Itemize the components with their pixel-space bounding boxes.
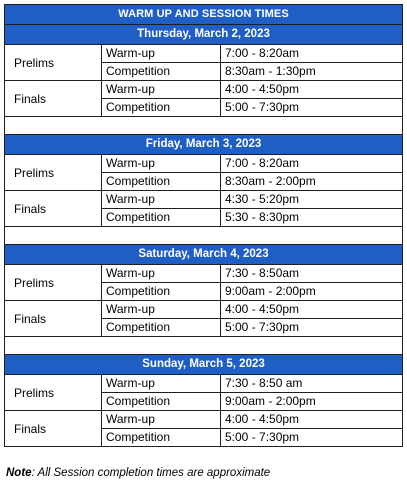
session-row <box>5 155 403 173</box>
session-time: 9:00am - 2:00pm <box>221 283 403 301</box>
session-time: 5:00 - 7:30pm <box>221 99 403 117</box>
session-part: Competition <box>102 429 221 447</box>
session-name: Finals <box>5 411 102 447</box>
session-row <box>5 45 403 63</box>
session-name: Finals <box>5 81 102 117</box>
session-row <box>5 81 403 99</box>
session-part: Warm-up <box>102 375 221 393</box>
session-time: 7:00 - 8:20am <box>221 45 403 63</box>
session-time: 8:30am - 1:30pm <box>221 63 403 81</box>
session-part: Warm-up <box>102 301 221 319</box>
session-row <box>5 375 403 393</box>
session-name: Finals <box>5 191 102 227</box>
session-times-table <box>4 4 403 447</box>
session-time: 9:00am - 2:00pm <box>221 393 403 411</box>
session-name: Prelims <box>5 375 102 411</box>
spacer-row <box>5 227 403 245</box>
spacer-cell <box>5 227 403 245</box>
session-time: 5:00 - 7:30pm <box>221 319 403 337</box>
session-time: 7:00 - 8:20am <box>221 155 403 173</box>
session-time: 4:00 - 4:50pm <box>221 81 403 99</box>
day-date: Thursday, March 2, 2023 <box>5 25 403 45</box>
session-time: 4:00 - 4:50pm <box>221 301 403 319</box>
session-name: Prelims <box>5 45 102 81</box>
footnote <box>6 467 270 479</box>
session-name: Prelims <box>5 155 102 191</box>
session-part: Warm-up <box>102 155 221 173</box>
session-row <box>5 301 403 319</box>
session-part: Competition <box>102 63 221 81</box>
session-row <box>5 265 403 283</box>
table-title: WARM UP AND SESSION TIMES <box>5 5 403 25</box>
session-part: Warm-up <box>102 81 221 99</box>
session-name: Prelims <box>5 265 102 301</box>
spacer-cell <box>5 117 403 135</box>
session-time: 7:30 - 8:50am <box>221 265 403 283</box>
spacer-row <box>5 337 403 355</box>
session-name: Finals <box>5 301 102 337</box>
day-header-row <box>5 135 403 155</box>
footnote-label: Note <box>6 467 32 479</box>
day-header-row <box>5 25 403 45</box>
session-time: 5:30 - 8:30pm <box>221 209 403 227</box>
spacer-cell <box>5 337 403 355</box>
session-part: Competition <box>102 283 221 301</box>
session-time: 4:30 - 5:20pm <box>221 191 403 209</box>
session-part: Competition <box>102 99 221 117</box>
session-part: Warm-up <box>102 191 221 209</box>
day-date: Sunday, March 5, 2023 <box>5 355 403 375</box>
session-part: Competition <box>102 393 221 411</box>
session-time: 7:30 - 8:50 am <box>221 375 403 393</box>
day-date: Saturday, March 4, 2023 <box>5 245 403 265</box>
session-part: Competition <box>102 319 221 337</box>
day-header-row <box>5 245 403 265</box>
session-part: Warm-up <box>102 265 221 283</box>
footnote-text: : All Session completion times are approximate <box>31 467 271 479</box>
session-part: Warm-up <box>102 45 221 63</box>
session-part: Warm-up <box>102 411 221 429</box>
day-date: Friday, March 3, 2023 <box>5 135 403 155</box>
session-row <box>5 191 403 209</box>
session-row <box>5 411 403 429</box>
spacer-row <box>5 117 403 135</box>
session-time: 4:00 - 4:50pm <box>221 411 403 429</box>
session-time: 8:30am - 2:00pm <box>221 173 403 191</box>
session-part: Competition <box>102 173 221 191</box>
session-time: 5:00 - 7:30pm <box>221 429 403 447</box>
table-title-row <box>5 5 403 25</box>
session-times-body <box>5 5 403 447</box>
day-header-row <box>5 355 403 375</box>
session-part: Competition <box>102 209 221 227</box>
